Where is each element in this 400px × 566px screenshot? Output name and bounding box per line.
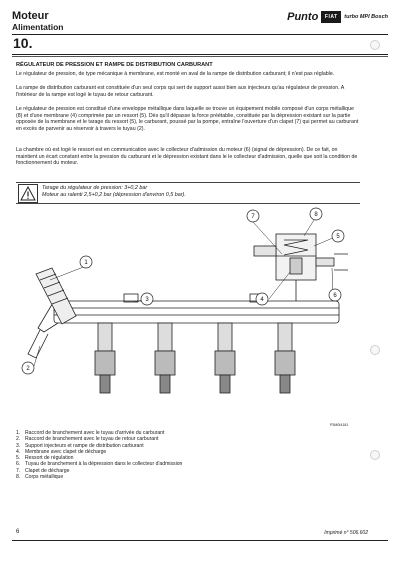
paragraph: La chambre où est logé le ressort est en communication avec le collecteur d'admission du moteur (6) (signal de dépression). De ce fait, on maintient un écart constant entre la pression du carburant et le dépression existant dans le le collecteur d'admission, quelle que soit la condition de fonctionnement du moteur. bbox=[16, 147, 358, 167]
paragraph: La rampe de distribution carburant est constituée d'un seul corps qui sert de support aussi bien aux injecteurs qu'au régulateur de pression. A l'intérieur de la rampe est logé le tuyau de retour carburant. bbox=[16, 85, 344, 98]
fiat-logo: FIAT bbox=[321, 11, 341, 23]
warning-rule bbox=[16, 203, 360, 204]
injector bbox=[215, 323, 235, 393]
chapter-rule bbox=[12, 54, 388, 55]
warning-line: Tarage du régulateur de pression: 3+0,2 bar bbox=[42, 185, 148, 191]
footer-rule bbox=[12, 540, 388, 541]
header-left bbox=[12, 10, 63, 32]
callout-5: 5 bbox=[336, 234, 340, 241]
section-title: Moteur bbox=[12, 10, 49, 22]
callout-8: 8 bbox=[314, 212, 318, 219]
paragraph: Le régulateur de pression est constitué d'une enveloppe métallique dans laquelle se trouve un équipement mobile composé d'un corps métallique (8) et d'une membrane (4) comprimée par un ressort (5). Dès qu'il dépasse la force préétablie, constituée par la dépression existant sur la partie opposée de la membrane et le tarage du ressort (5), le carburant, poussé par la pompe, entraîne l'ouverture d'un clapet (7) qui permet au carburant en excès de parvenir au réservoir à travers le tuyau (2). bbox=[16, 106, 359, 132]
legend-item: 4. Membrane avec clapet de décharge bbox=[16, 448, 107, 455]
model-name: Punto bbox=[287, 11, 319, 23]
callout-6: 6 bbox=[333, 293, 337, 300]
callout-3: 3 bbox=[145, 297, 149, 304]
legend-item: 3. Support injecteurs et rampe de distribution carburant bbox=[16, 442, 144, 449]
figure-code: P3M0I4181 bbox=[330, 423, 349, 427]
legend-item: 1. Raccord de branchement avec le tuyau d'arrivée du carburant bbox=[16, 430, 165, 436]
binder-hole bbox=[370, 40, 380, 50]
header-right bbox=[287, 11, 388, 23]
injector bbox=[275, 323, 295, 393]
callout-2: 2 bbox=[26, 366, 30, 373]
legend-item: 7. Clapet de décharge bbox=[16, 467, 70, 474]
paragraph: Le régulateur de pression, de type mécanique à membrane, est monté en aval de la rampe de distribution carburant; il n'est pas réglable. bbox=[16, 71, 335, 77]
chapter-rule-thin bbox=[12, 56, 388, 57]
legend-item: 5. Ressort de régulation bbox=[16, 455, 74, 462]
print-reference: Imprimé n° 506.602 bbox=[324, 530, 368, 536]
binder-hole bbox=[370, 450, 380, 460]
figure-legend bbox=[16, 430, 216, 480]
callout-7: 7 bbox=[251, 214, 255, 221]
chapter-number: 10. bbox=[13, 35, 33, 51]
legend-item: 2. Raccord de branchement avec le tuyau de retour carburant bbox=[16, 436, 159, 443]
warning-box bbox=[18, 184, 38, 203]
section-heading: RÉGULATEUR DE PRESSION ET RAMPE DE DISTRIBUTION CARBURANT bbox=[16, 62, 213, 68]
warning-triangle-icon bbox=[19, 185, 37, 202]
warning-line: Moteur au ralenti 2,5+0,2 bar (dépression d'environ 0,5 bar). bbox=[42, 192, 186, 198]
header-rule bbox=[12, 34, 388, 35]
legend-item: 6. Tuyau de branchement à la dépression dans le collecteur d'admission bbox=[16, 461, 183, 468]
legend-item: 8. Corps métallique bbox=[16, 474, 64, 481]
injector bbox=[95, 323, 115, 393]
fuel-rail bbox=[54, 301, 339, 323]
injector bbox=[155, 323, 175, 393]
callout-4: 4 bbox=[260, 297, 264, 304]
warning-rule bbox=[16, 182, 360, 183]
page-number: 6 bbox=[16, 529, 20, 535]
engine-name: turbo MPI Bosch bbox=[344, 14, 388, 20]
subsection-title: Alimentation bbox=[12, 22, 64, 32]
binder-hole bbox=[370, 345, 380, 355]
callout-1: 1 bbox=[84, 260, 88, 267]
fuel-rail-diagram bbox=[14, 206, 360, 424]
